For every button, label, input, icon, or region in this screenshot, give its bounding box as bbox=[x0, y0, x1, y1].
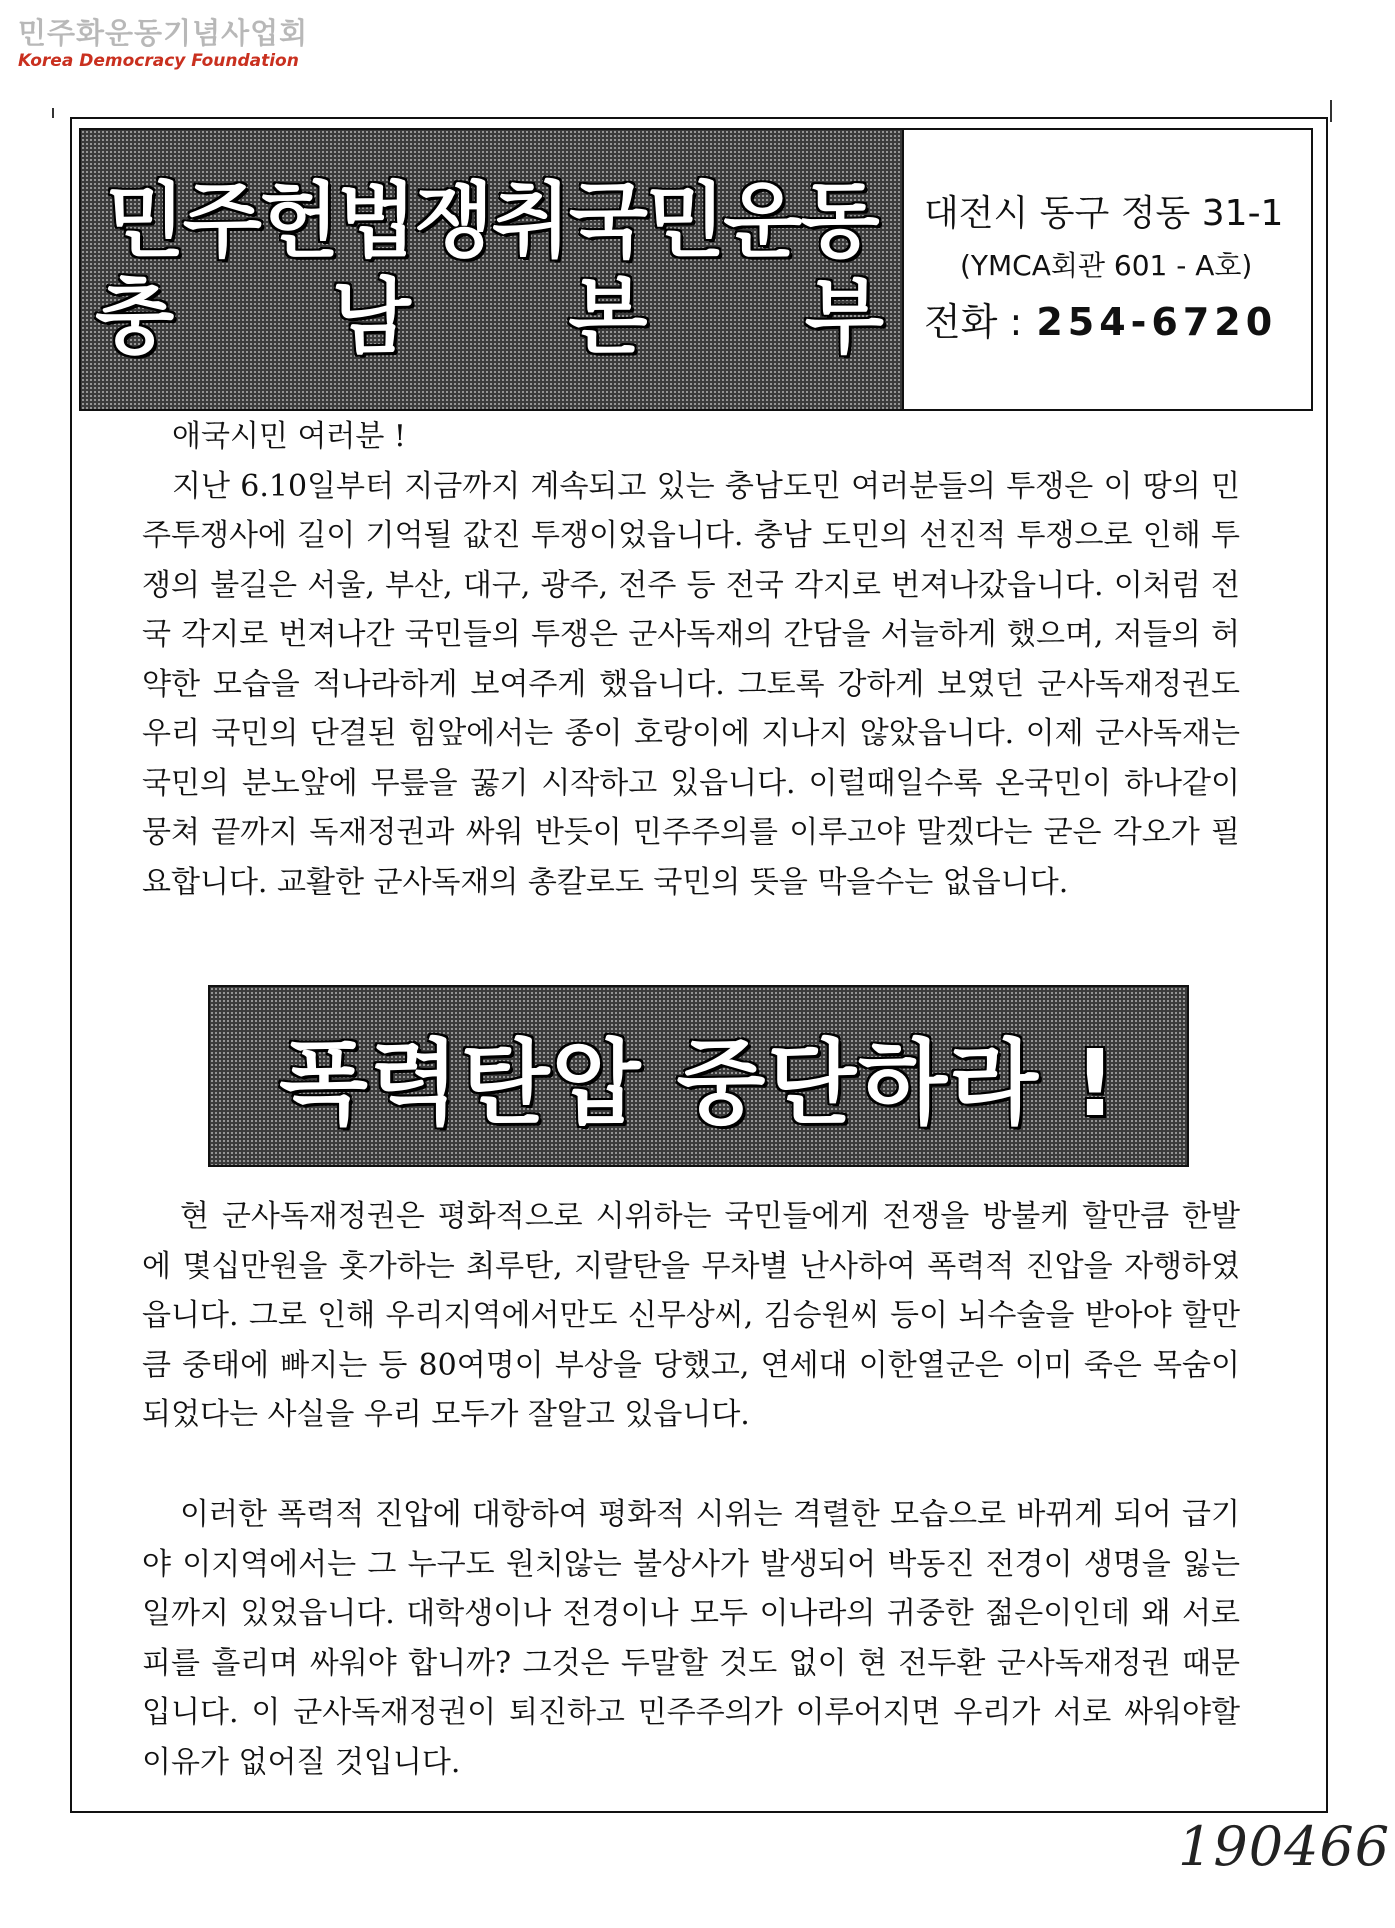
watermark-english: Korea Democracy Foundation bbox=[18, 51, 299, 71]
phone-number: 254-6720 bbox=[1036, 299, 1278, 344]
slogan-banner bbox=[208, 985, 1189, 1167]
paragraph-2: 현 군사독재정권은 평화적으로 시위하는 국민들에게 전쟁을 방불케 할만큼 한발에 몇십만원을 홋가하는 최루탄, 지랄탄을 무차별 난사하여 폭력적 진압을 자행하였읍니다. 그로 인해 우리지역에서만도 신무상씨, 김승원씨 등이 뇌수술을 받아야 할만큼 중태에 빠지는 등 80여명이 부상을 당했고, 연세대 이한열군은 이미 죽은 목숨이 되었다는 사실을 우리 모두가 잘알고 있읍니다. bbox=[142, 1199, 1240, 1432]
paragraph-3: 이러한 폭력적 진압에 대항하여 평화적 시위는 격렬한 모습으로 바뀌게 되어 급기야 이지역에서는 그 누구도 원치않는 불상사가 발생되어 박동진 전경이 생명을 잃는 일까지 있었읍니다. 대학생이나 전경이나 모두 이나라의 귀중한 젊은이인데 왜 서로 피를 흘리며 싸워야 합니까? 그것은 두말할 것도 없이 현 전두환 군사독재정권 때문입니다. 이 군사독재정권이 퇴진하고 민주주의가 이루어지면 우리가 서로 싸워야할 이유가 없어질 것입니다. bbox=[142, 1497, 1240, 1780]
branch-char: 충 bbox=[95, 269, 175, 365]
address-line1: 대전시 동구 정동 31-1 bbox=[924, 192, 1284, 234]
title-box bbox=[81, 130, 904, 409]
address-line2: (YMCA회관 601 - A호) bbox=[960, 248, 1253, 282]
watermark-korean: 민주화운동기념사업회 bbox=[18, 16, 309, 50]
branch-char: 부 bbox=[804, 269, 884, 365]
slogan-text: 폭력탄압 중단하라 ! bbox=[279, 1030, 1118, 1137]
greeting: 애국시민 여러분 ! bbox=[172, 419, 406, 454]
watermark bbox=[18, 16, 308, 72]
paragraph-1 bbox=[142, 412, 1240, 907]
scan-mark bbox=[1330, 100, 1332, 122]
contact-box bbox=[904, 130, 1311, 409]
branch-char: 남 bbox=[331, 269, 411, 365]
paragraph-1-body: 지난 6.10일부터 지금까지 계속되고 있는 충남도민 여러분들의 투쟁은 이 땅의 민주투쟁사에 길이 기억될 값진 투쟁이었읍니다. 충남 도민의 선진적 투쟁으로 인해 투쟁의 불길은 서울, 부산, 대구, 광주, 전주 등 전국 각지로 번져나갔읍니다. 이처럼 전국 각지로 번져나간 국민들의 투쟁은 군사독재의 간담을 서늘하게 했으며, 저들의 허약한 모습을 적나라하게 보여주게 했읍니다. 그토록 강하게 보였던 군사독재정권도 우리 국민의 단결된 힘앞에서는 종이 호랑이에 지나지 않았읍니다. 이제 군사독재는 국민의 분노앞에 무릎을 꿇기 시작하고 있읍니다. 이럴때일수록 온국민이 하나같이 뭉쳐 끝까지 독재정권과 싸워 반듯이 민주주의를 이루고야 말겠다는 굳은 각오가 필요합니다. 교활한 군사독재의 총칼로도 국민의 뜻을 막을수는 없읍니다. bbox=[142, 468, 1240, 900]
leaflet-header bbox=[79, 128, 1313, 411]
phone bbox=[924, 290, 1311, 354]
branch-title bbox=[81, 270, 902, 366]
phone-label: 전화 : bbox=[924, 299, 1023, 344]
scan-mark bbox=[52, 108, 54, 118]
organization-title: 민주헌법쟁취국민운동 bbox=[105, 173, 878, 269]
branch-char: 본 bbox=[568, 269, 648, 365]
document-number: 190466 bbox=[1178, 1815, 1391, 1878]
